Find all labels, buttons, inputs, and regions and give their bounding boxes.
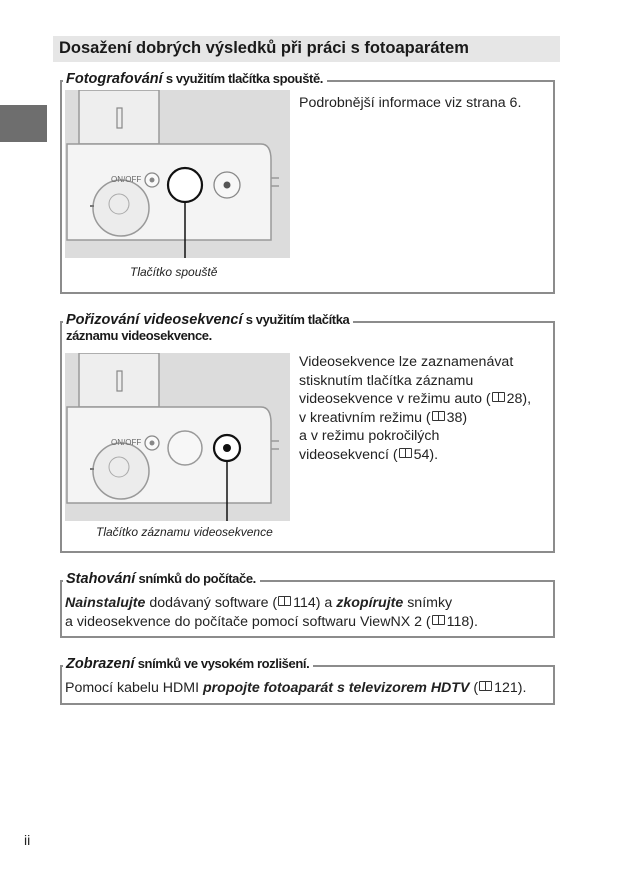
svg-text:ON/OFF: ON/OFF (111, 175, 142, 184)
section-download-title: Stahování snímků do počítače. (63, 571, 260, 587)
download-title-bold: Stahování (66, 571, 136, 587)
section-movies (60, 321, 555, 553)
camera-shutter-illustration (65, 90, 290, 258)
section-movies-title: Pořizování videosekvencí s využitím tlačítka záznamu videosekvence. (63, 312, 353, 344)
movie-record-button-caption: Tlačítko záznamu videosekvence (96, 525, 273, 539)
hd-text: Pomocí kabelu HDMI propojte fotoaparát s televizorem HDTV ( 121). (65, 680, 527, 696)
download-text: Nainstalujte dodávaný software ( 114) a zkopírujte snímky a videosekvence do počítače pomocí softwaru ViewNX 2 ( 118). (65, 595, 478, 630)
section-shooting (60, 80, 555, 294)
book-ref-icon (479, 681, 492, 691)
hd-title-bold: Zobrazení (66, 656, 135, 672)
svg-text:ON/OFF: ON/OFF (111, 438, 142, 447)
shooting-text: Podrobnější informace viz strana 6. (299, 95, 522, 111)
book-ref-icon (492, 392, 505, 402)
shooting-title-bold: Fotografování (66, 71, 163, 87)
section-shooting-title: Fotografování s využitím tlačítka spouště. (63, 71, 327, 87)
section-hd-title: Zobrazení snímků ve vysokém rozlišení. (63, 656, 313, 672)
camera-movie-record-illustration (65, 353, 290, 521)
section-download (60, 580, 555, 638)
book-ref-icon (432, 615, 445, 625)
page-title: Dosažení dobrých výsledků při práci s fotoaparátem (59, 39, 469, 57)
chapter-tab-marker (0, 105, 47, 142)
page-title-bar (53, 36, 560, 62)
page-number: ii (24, 832, 31, 848)
movies-title-bold: Pořizování videosekvencí (66, 312, 243, 328)
book-ref-icon (278, 596, 291, 606)
book-ref-icon (432, 411, 445, 421)
book-ref-icon (399, 448, 412, 458)
shutter-button-caption: Tlačítko spouště (130, 265, 218, 279)
movies-text: Videosekvence lze zaznamenávat stisknutím tlačítka záznamu videosekvence v režimu auto ( 28), v kreativním režimu ( 38) a v režimu pokročilých videosekvencí ( 54). (299, 354, 532, 463)
